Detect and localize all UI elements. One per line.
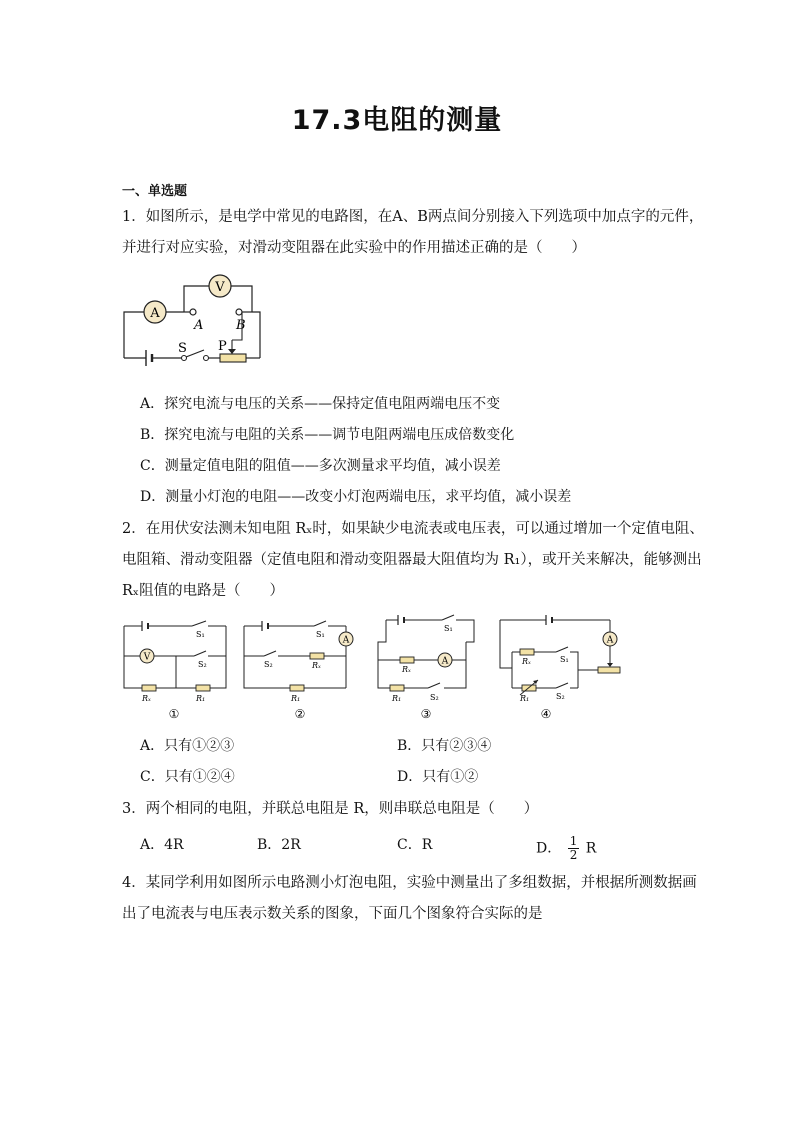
q3-option-d[interactable] [536, 835, 596, 862]
q2-c4-s2-label: S₂ [556, 692, 565, 701]
q2-c1-rx-label: Rₓ [142, 694, 151, 703]
q2-c2-rx-label: Rₓ [312, 661, 321, 670]
fraction-denominator: 2 [569, 848, 578, 862]
q1-stem-line-2: 并进行对应实验，对滑动变阻器在此实验中的作用描述正确的是（ ） [122, 240, 586, 256]
page-title: 17.3电阻的测量 [291, 105, 503, 136]
q4-stem-line-1: 4．某同学利用如图所示电路测小灯泡电阻，实验中测量出了多组数据，并根据所测数据画 [122, 875, 697, 891]
q1-ammeter-label: A [150, 306, 160, 321]
q2-c1-s1-label: S₁ [196, 630, 205, 639]
q1-option-c[interactable]: C．测量定值电阻的阻值——多次测量求平均值，减小误差 [140, 458, 501, 474]
q2-option-a[interactable]: A．只有①②③ [140, 738, 235, 754]
q3-option-b[interactable]: B．2R [257, 837, 301, 853]
q2-c1-s2-label: S₂ [198, 660, 207, 669]
q1-voltmeter-label: V [215, 280, 225, 295]
q1-option-b[interactable]: B．探究电流与电阻的关系——调节电阻两端电压成倍数变化 [140, 427, 515, 443]
q2-c3-rx-label: Rₓ [402, 665, 411, 674]
q2-stem-line-1: 2．在用伏安法测未知电阻 Rₓ时，如果缺少电流表或电压表，可以通过增加一个定值电阻、 [122, 521, 704, 537]
q1-switch-label: S [178, 341, 187, 356]
q3-stem: 3．两个相同的电阻，并联总电阻是 R，则串联总电阻是（ ） [122, 801, 539, 817]
fraction-numerator: 1 [569, 834, 578, 848]
q1-option-a[interactable]: A．探究电流与电压的关系——保持定值电阻两端电压不变 [140, 396, 501, 412]
q2-circuit-4 [494, 612, 624, 721]
q2-option-d[interactable]: D．只有①② [397, 769, 479, 785]
q2-c4-r1-label: R₁ [520, 694, 530, 703]
q3-option-a[interactable]: A．4R [140, 837, 184, 853]
section-heading: 一、单选题 [122, 184, 188, 199]
q2-circuit-3 [372, 612, 484, 721]
q2-circuit-3-number: ③ [420, 707, 432, 721]
q2-option-c[interactable]: C．只有①②④ [140, 769, 235, 785]
q2-c3-r1-label: R₁ [392, 694, 402, 703]
q2-stem-line-2: 电阻箱、滑动变阻器（定值电阻和滑动变阻器最大阻值均为 R₁），或开关来解决，能够测出 [122, 552, 702, 568]
q2-c4-rx-label: Rₓ [522, 657, 531, 666]
q2-c1-voltmeter-label: V [143, 652, 151, 663]
q2-c2-s1-label: S₁ [316, 630, 325, 639]
q2-c2-r1-label: R₁ [291, 694, 301, 703]
q2-circuit-4-number: ④ [540, 707, 552, 721]
q2-circuit-2-number: ② [294, 707, 306, 721]
q1-stem-line-1: 1．如图所示，是电学中常见的电路图，在A、B两点间分别接入下列选项中加点字的元件， [122, 209, 704, 225]
q2-c3-ammeter-label: A [441, 656, 449, 667]
q1-point-a-label: A [194, 318, 204, 333]
q2-c3-s2-label: S₂ [430, 693, 439, 702]
q1-slider-label: P [218, 339, 227, 354]
q2-c3-s1-label: S₁ [444, 624, 453, 633]
q1-circuit-diagram [118, 268, 278, 373]
q2-circuit-2 [240, 616, 358, 721]
q2-c2-ammeter-label: A [342, 635, 350, 646]
q4-stem-line-2: 出了电流表与电压表示数关系的图象，下面几个图象符合实际的是 [122, 906, 543, 922]
q2-c2-s2-label: S₂ [264, 660, 273, 669]
q3-option-d-prefix: D． [536, 840, 562, 857]
q2-circuit-1 [118, 616, 233, 721]
q3-option-d-fraction [568, 835, 580, 862]
q3-option-c[interactable]: C．R [397, 837, 433, 853]
q2-stem-line-3: Rₓ阻值的电路是（ ） [122, 583, 285, 599]
q2-circuit-1-number: ① [168, 707, 180, 721]
q2-option-b[interactable]: B．只有②③④ [397, 738, 492, 754]
q2-c4-s1-label: S₁ [560, 655, 569, 664]
q3-option-d-suffix: R [585, 840, 597, 857]
q2-c4-ammeter-label: A [606, 635, 614, 646]
q2-c1-r1-label: R₁ [196, 694, 206, 703]
q1-option-d[interactable]: D．测量小灯泡的电阻——改变小灯泡两端电压，求平均值，减小误差 [140, 489, 572, 505]
q1-point-b-label: B [236, 318, 246, 333]
